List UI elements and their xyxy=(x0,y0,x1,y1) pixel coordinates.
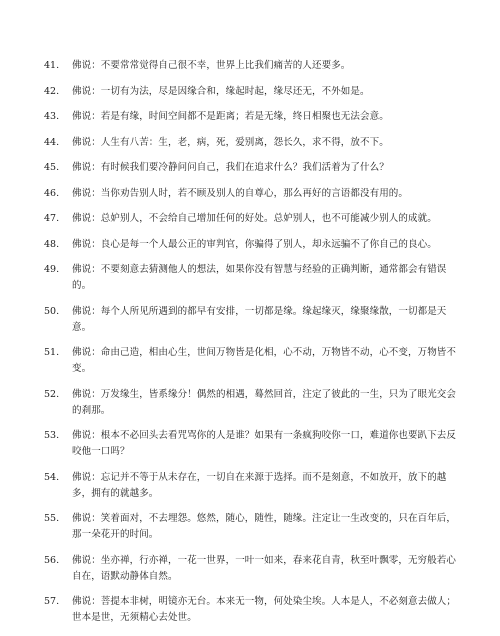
list-item xyxy=(44,511,464,543)
item-number: 48. xyxy=(44,238,60,250)
list-item xyxy=(44,109,464,125)
item-number: 52. xyxy=(44,388,60,400)
list-item xyxy=(44,262,464,294)
item-text: 佛说：菩提本非树，明镜亦无台。本来无一物，何处染尘埃。人本是人，不必刻意去做人；世本是世，无须精心去处世。 xyxy=(72,596,457,623)
item-text: 佛说：一切有为法，尽是因缘合和，缘起时起，缘尽还无，不外如是。 xyxy=(72,85,370,97)
list-item xyxy=(44,186,464,202)
item-number: 49. xyxy=(44,264,60,275)
item-number: 44. xyxy=(44,136,60,148)
item-number: 57. xyxy=(44,596,60,607)
item-number: 43. xyxy=(44,111,60,122)
item-number: 54. xyxy=(44,471,60,483)
item-text: 佛说：根本不必回头去看咒骂你的人是谁？如果有一条疯狗咬你一口，难道你也要趴下去反咬他一口吗？ xyxy=(72,430,457,457)
item-number: 56. xyxy=(44,554,60,566)
list-item xyxy=(44,428,464,460)
item-text: 佛说：坐亦禅，行亦禅，一花一世界，一叶一如来，春来花自青，秋至叶飘零，无穷般若心自在，语默动静体自然。 xyxy=(72,554,457,582)
item-text: 佛说：当你劝告别人时，若不顾及别人的自尊心，那么再好的言语都没有用的。 xyxy=(72,187,409,199)
list-item xyxy=(44,470,464,502)
item-text: 佛说：不要常常觉得自己很不幸，世界上比我们痛苦的人还要多。 xyxy=(72,60,351,71)
quote-list xyxy=(44,58,464,636)
item-text: 佛说：不要刻意去猜测他人的想法，如果你没有智慧与经验的正确判断，通常都会有错误的。 xyxy=(72,264,447,291)
item-number: 50. xyxy=(44,305,60,317)
item-text: 佛说：若是有缘，时间空间都不是距离；若是无缘，终日相聚也无法会意。 xyxy=(72,111,389,122)
item-number: 42. xyxy=(44,85,60,97)
item-text: 佛说：良心是每一个人最公正的审判官，你骗得了别人，却永远骗不了你自己的良心。 xyxy=(72,238,437,250)
list-item xyxy=(44,84,464,100)
item-text: 佛说：命由己造，相由心生，世间万物皆是化相，心不动，万物皆不动，心不变，万物皆不变。 xyxy=(72,347,457,374)
list-item xyxy=(44,553,464,585)
item-text: 佛说：有时候我们要冷静问问自己，我们在追求什么？我们活着为了什么？ xyxy=(72,162,389,173)
list-item xyxy=(44,237,464,253)
item-text: 佛说：总妒别人，不会给自己增加任何的好处。总妒别人，也不可能减少别人的成就。 xyxy=(72,213,437,224)
list-item xyxy=(44,345,464,377)
item-number: 46. xyxy=(44,187,60,199)
item-text: 佛说：万发缘生，皆系缘分！偶然的相遇，蓦然回首，注定了彼此的一生，只为了眼光交会的刹那。 xyxy=(72,388,457,416)
item-number: 53. xyxy=(44,430,60,441)
list-item xyxy=(44,387,464,419)
list-item xyxy=(44,594,464,626)
item-text: 佛说：人生有八苦：生，老，病，死，爱别离，怨长久，求不得，放不下。 xyxy=(72,136,389,148)
list-item xyxy=(44,160,464,176)
item-number: 41. xyxy=(44,60,60,71)
item-number: 47. xyxy=(44,213,60,224)
item-text: 佛说：忘记并不等于从未存在，一切自在来源于选择。而不是刻意，不如放开，放下的越多，拥有的就越多。 xyxy=(72,471,447,499)
item-number: 55. xyxy=(44,513,60,524)
list-item xyxy=(44,211,464,227)
list-item xyxy=(44,135,464,151)
item-text: 佛说：每个人所见所遇到的都早有安排，一切都是缘。缘起缘灭，缘聚缘散，一切都是天意。 xyxy=(72,305,447,333)
list-item xyxy=(44,304,464,336)
list-item xyxy=(44,58,464,74)
item-number: 45. xyxy=(44,162,60,173)
item-number: 51. xyxy=(44,347,60,358)
item-text: 佛说：笑着面对，不去埋怨。悠然，随心，随性，随缘。注定让一生改变的，只在百年后，那一朵花开的时间。 xyxy=(72,513,457,540)
